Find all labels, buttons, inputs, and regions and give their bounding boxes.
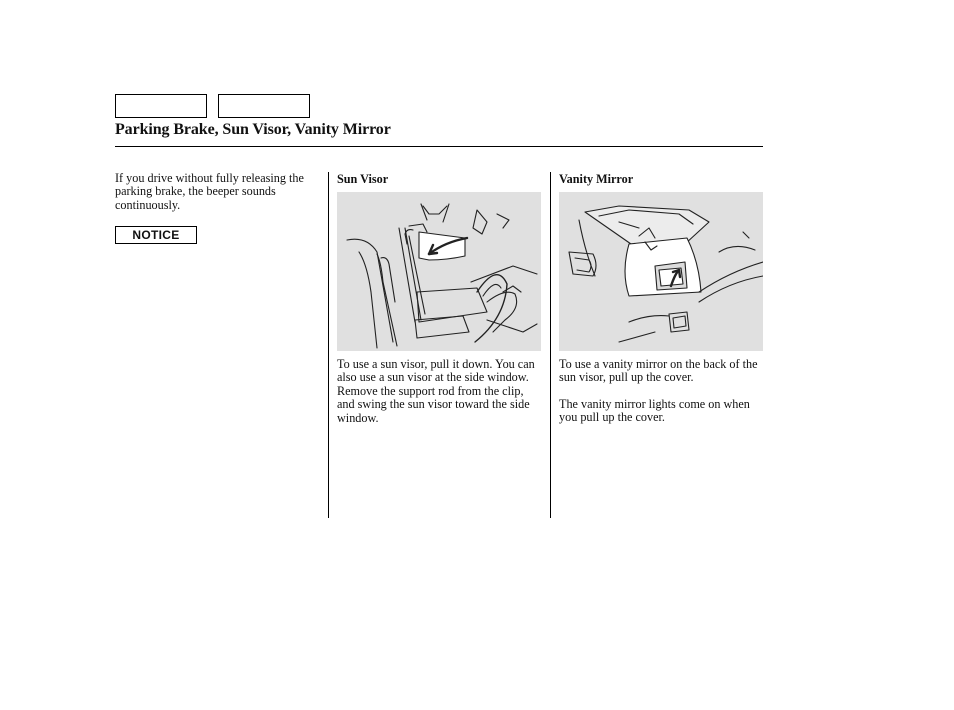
nav-button-2[interactable] [218,94,310,118]
column-divider-2 [550,172,551,518]
vanity-mirror-paragraph-1: To use a vanity mirror on the back of the sun visor, pull up the cover. [559,357,758,385]
sun-visor-text [337,358,542,425]
title-divider [115,146,763,147]
parking-brake-text [115,172,320,212]
nav-button-1[interactable] [115,94,207,118]
vanity-mirror-text-1 [559,358,764,385]
vanity-mirror-illustration [559,192,763,351]
notice-link[interactable]: NOTICE [115,226,197,244]
vanity-mirror-heading: Vanity Mirror [559,172,634,186]
parking-brake-paragraph: If you drive without fully releasing the parking brake, the beeper sounds continuously. [115,171,304,212]
sun-visor-illustration [337,192,541,351]
sun-visor-paragraph: To use a sun visor, pull it down. You can also use a sun visor at the side window. Remove the support rod from the clip, and swing the sun visor toward the side window. [337,357,535,425]
page-title: Parking Brake, Sun Visor, Vanity Mirror [115,121,391,138]
column-divider-1 [328,172,329,518]
vanity-mirror-paragraph-2: The vanity mirror lights come on when you pull up the cover. [559,397,750,425]
vanity-mirror-text-2 [559,398,764,425]
sun-visor-heading: Sun Visor [337,172,389,186]
